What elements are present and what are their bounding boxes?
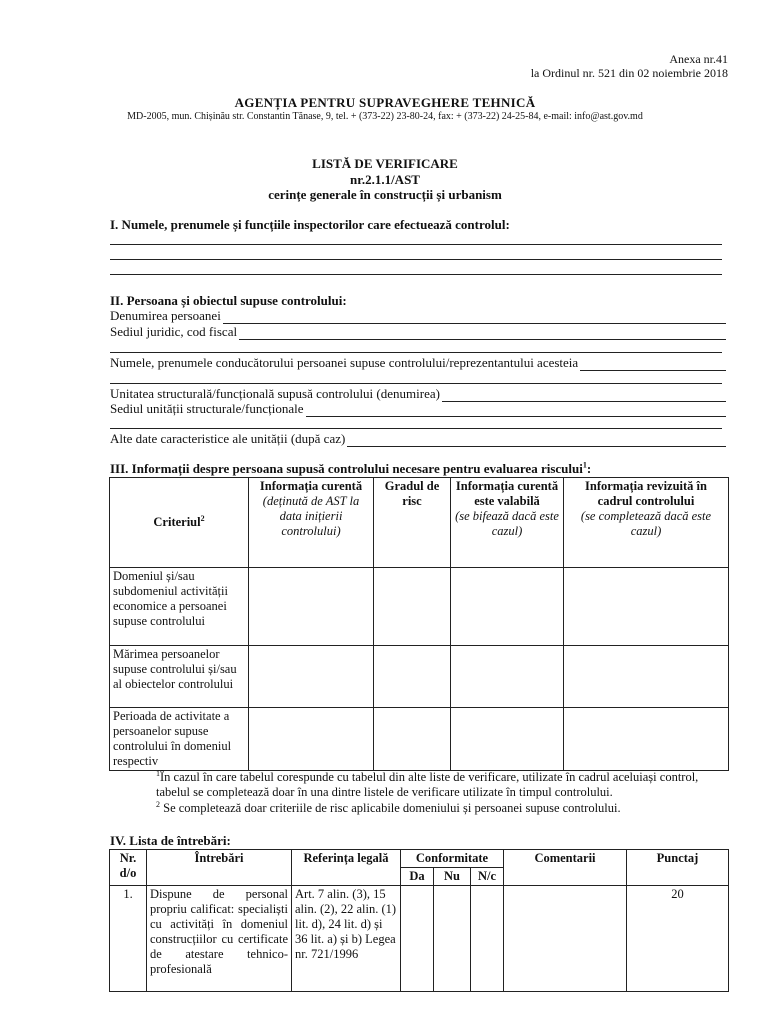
field-legal-seat-label: Sediul juridic, cod fiscal <box>110 324 238 339</box>
legal-seat-line-2[interactable] <box>110 352 722 353</box>
table-row <box>110 708 729 771</box>
risk-cell-current-1[interactable] <box>249 568 374 646</box>
answer-no-cell[interactable] <box>434 886 471 992</box>
doc-title: LISTĂ DE VERIFICARE <box>312 156 458 171</box>
inspectors-line-3[interactable] <box>110 274 722 275</box>
risk-cell-current-3[interactable] <box>249 708 374 771</box>
section-3-heading <box>110 461 591 477</box>
col-comments: Comentarii <box>504 850 627 886</box>
risk-cell-valid-3[interactable] <box>451 708 564 771</box>
doc-number: nr.2.1.1/AST <box>350 172 420 187</box>
question-text: Dispune de personal propriu calificat: specialiști cu activități în domeniul construcțiilor cu certificate de atestare tehnico-profesională <box>147 886 292 992</box>
field-entity-name[interactable] <box>110 308 726 324</box>
risk-criterion-3: Perioada de activitate a persoanelor supuse controlului în domeniul respectiv <box>110 708 249 771</box>
risk-cell-current-2[interactable] <box>249 646 374 708</box>
annex-number: Anexa nr.41 <box>669 52 728 66</box>
footnote-1-marker: 1 <box>156 768 160 778</box>
col-info-valid <box>451 478 564 568</box>
field-other-data-label: Alte date caracteristice ale unității (după caz) <box>110 431 346 446</box>
field-entity-name-label: Denumirea persoanei <box>110 308 221 323</box>
footnote-1 <box>156 770 730 800</box>
col-info-revised <box>564 478 729 568</box>
risk-table <box>109 477 729 771</box>
risk-table-header <box>110 478 729 568</box>
section-1-heading: I. Numele, prenumele și funcțiile inspectorilor care efectuează controlul: <box>110 217 510 232</box>
risk-cell-degree-1[interactable] <box>374 568 451 646</box>
col-info-valid-note: (se bifează dacă este cazul) <box>455 509 559 538</box>
manager-line-2[interactable] <box>110 383 722 384</box>
field-manager-name-label: Numele, prenumele conducătorului persoanei supuse controlului/reprezentantului acesteia <box>110 355 579 370</box>
questions-header-row-1 <box>110 850 729 868</box>
col-info-revised-label: Informația revizuită în cadrul controlului <box>585 479 707 508</box>
section-3-footnote-ref: 1 <box>582 460 587 470</box>
risk-criterion-2: Mărimea persoanelor supuse controlului și/sau al obiectelor controlului <box>110 646 249 708</box>
col-risk-degree <box>374 478 451 568</box>
table-row <box>110 646 729 708</box>
col-info-revised-note: (se completează dacă este cazul) <box>580 509 712 538</box>
col-yes: Da <box>401 868 434 886</box>
risk-cell-degree-2[interactable] <box>374 646 451 708</box>
risk-cell-revised-3[interactable] <box>564 708 729 771</box>
col-legal-ref: Referința legală <box>292 850 401 886</box>
field-legal-seat[interactable] <box>110 324 726 340</box>
risk-cell-revised-2[interactable] <box>564 646 729 708</box>
col-nr: Nr. d/o <box>110 850 147 886</box>
col-current-info <box>249 478 374 568</box>
field-manager-name[interactable] <box>110 355 726 371</box>
inspectors-line-2[interactable] <box>110 259 722 260</box>
answer-na-cell[interactable] <box>471 886 504 992</box>
question-legal-ref: Art. 7 alin. (3), 15 alin. (2), 22 alin. (1) lit. d), 24 lit. d) și 36 lit. a) și b) Legea nr. 721/1996 <box>292 886 401 992</box>
risk-cell-valid-2[interactable] <box>451 646 564 708</box>
annex-order: la Ordinul nr. 521 din 02 noiembrie 2018 <box>530 66 728 80</box>
inspectors-line-1[interactable] <box>110 244 722 245</box>
agency-name: AGENȚIA PENTRU SUPRAVEGHERE TEHNICĂ <box>234 95 536 110</box>
col-questions: Întrebări <box>147 850 292 886</box>
section-3-heading-colon: : <box>586 461 592 476</box>
field-unit-seat-label: Sediul unității structurale/funcționale <box>110 401 304 416</box>
field-unit-seat[interactable] <box>110 401 726 417</box>
col-current-info-label: Informația curentă <box>259 479 363 493</box>
col-criterion <box>110 478 249 568</box>
footnote-1-text: În cazul în care tabelul corespunde cu tabelul din alte liste de verificare, utilizate în cadrul aceluiași control, tabelul se completează doar în una dintre listele de verificare utilizate în timpul controlului. <box>156 770 699 799</box>
field-structural-unit-label: Unitatea structurală/funcțională supusă controlului (denumirea) <box>110 386 440 401</box>
field-structural-unit[interactable] <box>110 386 726 402</box>
comments-cell[interactable] <box>504 886 627 992</box>
footnote-2 <box>156 801 730 816</box>
footnote-2-text: Se completează doar criteriile de risc aplicabile domeniului și persoanei supuse controlului. <box>160 801 621 815</box>
risk-cell-degree-3[interactable] <box>374 708 451 771</box>
col-points: Punctaj <box>627 850 729 886</box>
col-criterion-footnote: 2 <box>200 513 205 523</box>
col-na: N/c <box>471 868 504 886</box>
section-4-heading: IV. Lista de întrebări: <box>110 833 231 848</box>
table-row <box>110 886 729 992</box>
col-no: Nu <box>434 868 471 886</box>
answer-yes-cell[interactable] <box>401 886 434 992</box>
risk-criterion-1: Domeniul și/sau subdomeniul activității economice a persoanei supuse controlului <box>110 568 249 646</box>
risk-cell-revised-1[interactable] <box>564 568 729 646</box>
col-info-valid-label: Informația curentă este valabilă <box>455 479 559 508</box>
field-other-data[interactable] <box>110 431 726 447</box>
question-number: 1. <box>110 886 147 992</box>
agency-contact: MD-2005, mun. Chișinău str. Constantin Tănase, 9, tel. + (373-22) 23-80-24, fax: + (373-22) 24-25-84, e-mail: info@ast.gov.md <box>127 111 643 122</box>
risk-cell-valid-1[interactable] <box>451 568 564 646</box>
col-risk-degree-label: Gradul de risc <box>384 479 440 508</box>
col-current-info-note: (deținută de AST la data inițierii controlului) <box>262 494 360 538</box>
doc-subtitle: cerințe generale în construcții și urbanism <box>268 187 502 202</box>
col-criterion-label: Criteriul <box>153 514 201 529</box>
unit-seat-line-2[interactable] <box>110 428 722 429</box>
section-2-heading: II. Persoana și obiectul supuse controlului: <box>110 293 347 308</box>
question-points: 20 <box>627 886 729 992</box>
section-3-heading-text: III. Informații despre persoana supusă controlului necesare pentru evaluarea riscului <box>110 461 583 476</box>
table-row <box>110 568 729 646</box>
footnote-2-marker: 2 <box>156 799 160 809</box>
questions-table <box>109 849 729 992</box>
col-conformity: Conformitate <box>401 850 504 868</box>
